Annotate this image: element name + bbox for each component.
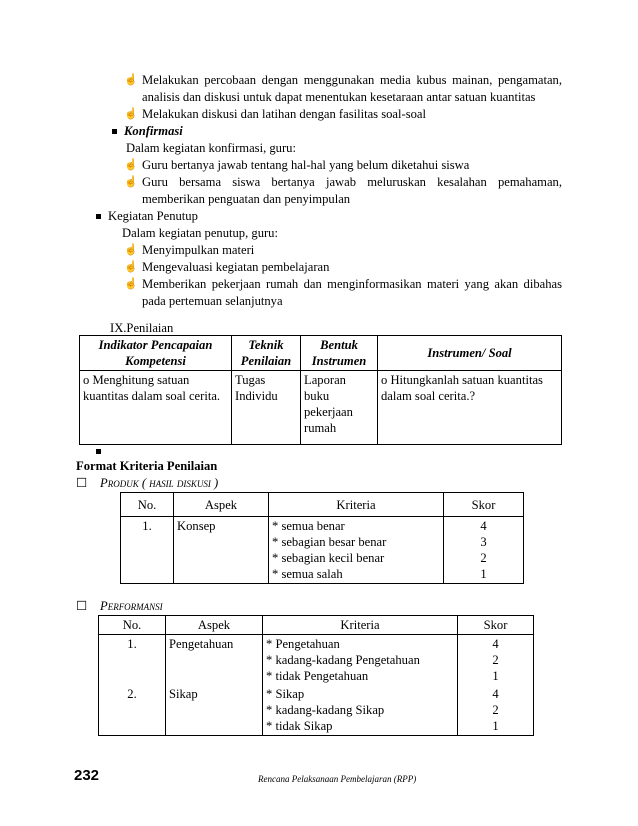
perf-header-skor: Skor [458, 616, 534, 635]
penilaian-heading: IX.Penilaian [110, 321, 174, 335]
square-bullet-icon [96, 449, 101, 454]
hand-bullet-icon: ☝ [124, 159, 138, 171]
produk-header-no: No. [121, 493, 174, 517]
perf-cell-no: 2. [99, 685, 166, 736]
skor-item: 2 [492, 653, 499, 667]
perf-cell-skor [458, 685, 534, 736]
square-bullet-icon [112, 129, 117, 134]
perf-header-kriteria: Kriteria [263, 616, 458, 635]
inti-item-1-cont: analisis dan diskusi untuk dapat menentukan kesetaraan antar satuan kuantitas [142, 90, 536, 104]
performansi-table [98, 615, 534, 736]
skor-item: 2 [492, 703, 499, 717]
kriteria-item: * sebagian besar benar [272, 535, 387, 549]
square-bullet-icon [96, 214, 101, 219]
produk-header-skor: Skor [444, 493, 524, 517]
produk-table [120, 492, 524, 584]
header-bentuk: Bentuk Instrumen [301, 336, 378, 371]
kriteria-item: * tidak Pengetahuan [266, 669, 369, 683]
kriteria-item: * sebagian kecil benar [272, 551, 385, 565]
header-teknik: Teknik Penilaian [232, 336, 301, 371]
skor-item: 1 [492, 669, 499, 683]
skor-item: 4 [480, 519, 487, 533]
inti-item-1: Melakukan percobaan dengan menggunakan media kubus mainan, pengamatan, [142, 73, 562, 87]
konfirmasi-intro: Dalam kegiatan konfirmasi, guru: [126, 141, 296, 155]
header-soal: Instrumen/ Soal [378, 336, 562, 371]
kriteria-item: * Sikap [266, 687, 305, 701]
box-bullet-icon: ☐ [76, 476, 88, 490]
konfirmasi-title: Konfirmasi [124, 124, 183, 138]
produk-cell-skor [444, 517, 524, 584]
skor-item: 4 [492, 637, 499, 651]
page-number: 232 [74, 767, 100, 784]
cell-soal: o Hitungkanlah satuan kuantitas dalam soal cerita.? [378, 371, 562, 445]
kriteria-item: * Pengetahuan [266, 637, 340, 651]
perf-header-aspek: Aspek [166, 616, 263, 635]
produk-header-kriteria: Kriteria [269, 493, 444, 517]
konfirmasi-item-1: Guru bertanya jawab tentang hal-hal yang belum diketahui siswa [142, 158, 470, 172]
hand-bullet-icon: ☝ [124, 261, 138, 273]
skor-item: 4 [492, 687, 499, 701]
skor-item: 1 [492, 719, 499, 733]
perf-cell-kriteria [263, 685, 458, 736]
hand-bullet-icon: ☝ [124, 74, 138, 86]
penutup-title: Kegiatan Penutup [108, 209, 198, 223]
produk-cell-aspek: Konsep [174, 517, 269, 584]
penutup-item-1: Menyimpulkan materi [142, 243, 255, 257]
kriteria-item: * kadang-kadang Pengetahuan [266, 653, 420, 667]
cell-bentuk: Laporan buku pekerjaan rumah [301, 371, 378, 445]
header-indikator: Indikator Pencapaian Kompetensi [80, 336, 232, 371]
perf-cell-aspek: Pengetahuan [166, 635, 263, 686]
running-title: Rencana Pelaksanaan Pembelajaran (RPP) [258, 774, 417, 784]
perf-cell-kriteria [263, 635, 458, 686]
kriteria-item: * semua salah [272, 567, 343, 581]
hand-bullet-icon: ☝ [124, 176, 138, 188]
kriteria-item: * semua benar [272, 519, 345, 533]
produk-cell-kriteria [269, 517, 444, 584]
perf-cell-aspek: Sikap [166, 685, 263, 736]
inti-item-2: Melakukan diskusi dan latihan dengan fasilitas soal-soal [142, 107, 426, 121]
perf-cell-skor [458, 635, 534, 686]
penutup-item-3: Memberikan pekerjaan rumah dan menginformasikan materi yang akan dibahas [142, 277, 562, 291]
perf-label: Performansi [100, 599, 163, 613]
konfirmasi-item-2: Guru bersama siswa bertanya jawab meluruskan kesalahan pemahaman, [142, 175, 562, 189]
penutup-item-2: Mengevaluasi kegiatan pembelajaran [142, 260, 330, 274]
penilaian-table [79, 335, 562, 445]
skor-item: 3 [480, 535, 487, 549]
produk-header-aspek: Aspek [174, 493, 269, 517]
cell-indikator: o Menghitung satuan kuantitas dalam soal cerita. [80, 371, 232, 445]
skor-item: 2 [480, 551, 487, 565]
hand-bullet-icon: ☝ [124, 278, 138, 290]
cell-teknik: Tugas Individu [232, 371, 301, 445]
format-title: Format Kriteria Penilaian [76, 459, 218, 473]
perf-cell-no: 1. [99, 635, 166, 686]
skor-item: 1 [480, 567, 487, 581]
penutup-item-3-cont: pada pertemuan selanjutnya [142, 294, 283, 308]
hand-bullet-icon: ☝ [124, 108, 138, 120]
produk-label: Produk ( hasil diskusi ) [100, 476, 219, 490]
penutup-intro: Dalam kegiatan penutup, guru: [122, 226, 278, 240]
konfirmasi-item-2-cont: memberikan penguatan dan penyimpulan [142, 192, 351, 206]
kriteria-item: * tidak Sikap [266, 719, 333, 733]
hand-bullet-icon: ☝ [124, 244, 138, 256]
perf-header-no: No. [99, 616, 166, 635]
kriteria-item: * kadang-kadang Sikap [266, 703, 385, 717]
box-bullet-icon: ☐ [76, 599, 88, 613]
produk-cell-no: 1. [121, 517, 174, 584]
